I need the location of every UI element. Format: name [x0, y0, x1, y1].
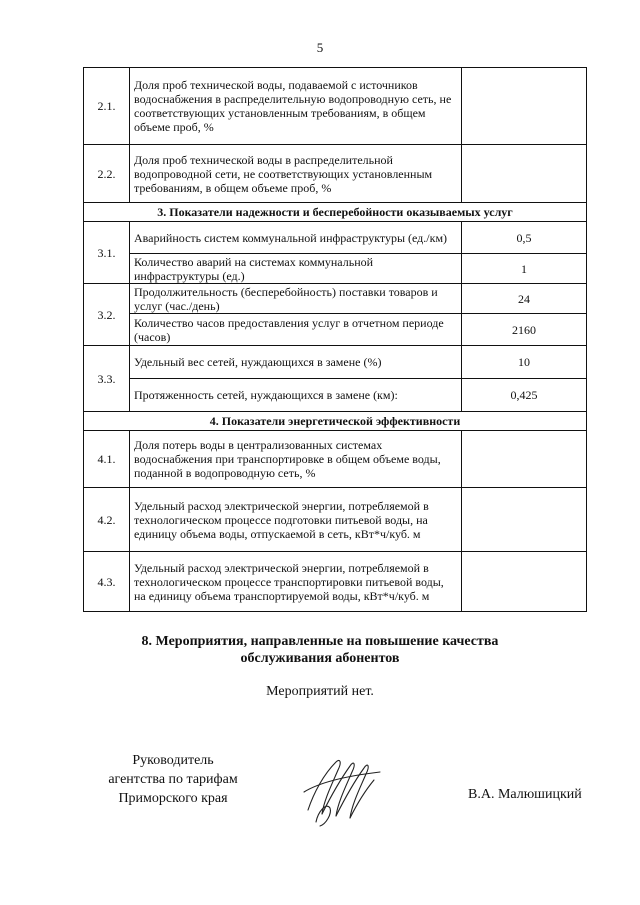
signer-position-line2: агентства по тарифам: [108, 772, 238, 787]
table-row: [84, 552, 587, 612]
indicators-table: [83, 67, 587, 612]
indicator-name: Удельный вес сетей, нуждающихся в замене (%): [130, 346, 462, 379]
signer-name: В.А. Малюшицкий: [468, 787, 582, 802]
table-row: [84, 379, 587, 412]
section-8-title-line2: обслуживания абонентов: [240, 651, 400, 666]
indicator-value: 2160: [462, 314, 587, 346]
row-number: 4.1.: [84, 431, 130, 488]
table-row: [84, 431, 587, 488]
indicator-value: 24: [462, 284, 587, 314]
table-row: [84, 346, 587, 379]
indicator-name: Количество аварий на системах коммунальной инфраструктуры (ед.): [130, 254, 462, 284]
signer-position-line1: Руководитель: [132, 753, 214, 768]
section-8-title-line1: 8. Мероприятия, направленные на повышение качества: [141, 634, 499, 649]
indicator-name: Аварийность систем коммунальной инфраструктуры (ед./км): [130, 222, 462, 254]
table-row: [84, 254, 587, 284]
indicator-name: Протяженность сетей, нуждающихся в замене (км):: [130, 379, 462, 412]
indicator-value: [462, 431, 587, 488]
row-number: 3.2.: [84, 284, 130, 346]
row-number: 2.1.: [84, 68, 130, 145]
indicator-value: [462, 145, 587, 203]
section-title: 3. Показатели надежности и бесперебойности оказываемых услуг: [84, 203, 587, 222]
section-row: [84, 203, 587, 222]
table-row: [84, 68, 587, 145]
indicator-value: [462, 488, 587, 552]
table-row: [84, 284, 587, 314]
indicator-name: Доля проб технической воды, подаваемой с источников водоснабжения в распределительную водопроводную сеть, не соответствующих установленным требованиям, в общем объеме проб, %: [130, 68, 462, 145]
table-row: [84, 145, 587, 203]
row-number: 4.2.: [84, 488, 130, 552]
indicator-name: Продолжительность (бесперебойность) поставки товаров и услуг (час./день): [130, 284, 462, 314]
indicator-name: Количество часов предоставления услуг в отчетном периоде (часов): [130, 314, 462, 346]
indicator-name: Доля потерь воды в централизованных системах водоснабжения при транспортировке в общем объеме воды, поданной в водопроводную сеть, %: [130, 431, 462, 488]
handwritten-signature: [296, 752, 386, 832]
row-number: 3.3.: [84, 346, 130, 412]
indicator-value: [462, 552, 587, 612]
row-number: 3.1.: [84, 222, 130, 284]
indicator-value: [462, 68, 587, 145]
table-row: [84, 314, 587, 346]
indicator-value: 0,425: [462, 379, 587, 412]
section-title: 4. Показатели энергетической эффективности: [84, 412, 587, 431]
indicator-value: 0,5: [462, 222, 587, 254]
section-row: [84, 412, 587, 431]
table-row: [84, 488, 587, 552]
table-row: [84, 222, 587, 254]
indicator-value: 1: [462, 254, 587, 284]
indicator-name: Удельный расход электрической энергии, потребляемой в технологическом процессе транспортировки питьевой воды, на единицу объема транспортируемой воды, кВт*ч/куб. м: [130, 552, 462, 612]
section-8-body: Мероприятий нет.: [266, 684, 374, 699]
indicator-name: Удельный расход электрической энергии, потребляемой в технологическом процессе подготовки питьевой воды, на единицу объема воды, отпускаемой в сеть, кВт*ч/куб. м: [130, 488, 462, 552]
signer-position: [98, 751, 248, 808]
signer-position-line3: Приморского края: [118, 791, 228, 806]
indicator-value: 10: [462, 346, 587, 379]
indicator-name: Доля проб технической воды в распределительной водопроводной сети, не соответствующих установленным требованиям, в общем объеме проб, %: [130, 145, 462, 203]
row-number: 2.2.: [84, 145, 130, 203]
page-number: 5: [316, 40, 324, 55]
section-8-heading: [0, 633, 640, 667]
row-number: 4.3.: [84, 552, 130, 612]
